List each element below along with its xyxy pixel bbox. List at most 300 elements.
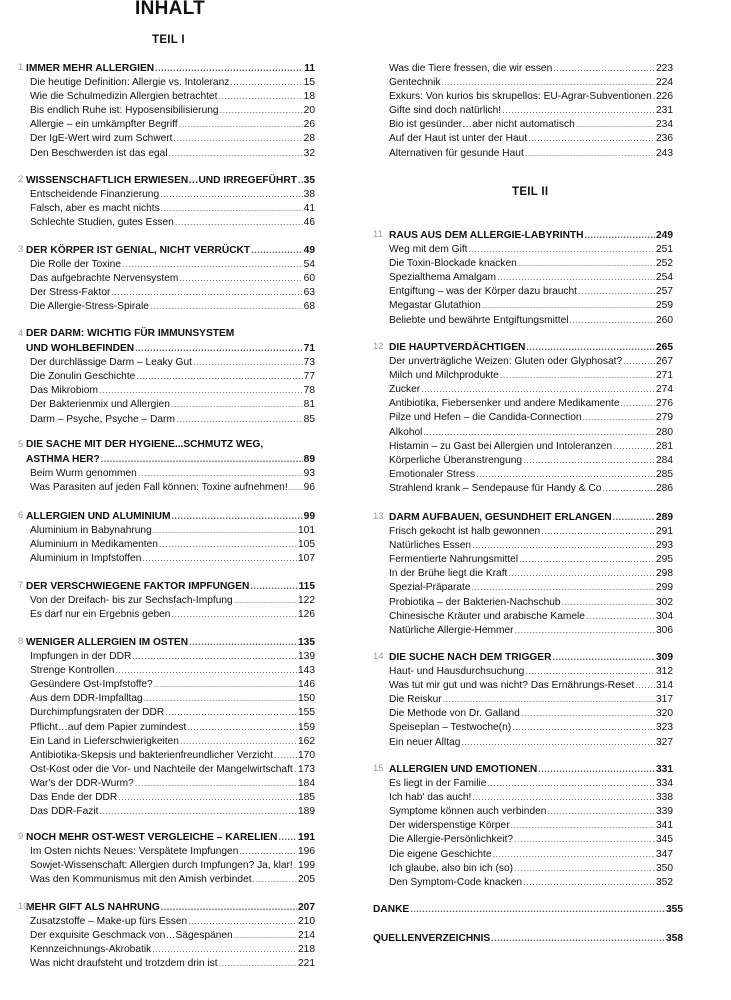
- leader-dots: [138, 466, 303, 480]
- entry-title: Wie die Schulmedizin Allergien betrachtet: [30, 91, 218, 103]
- page-number: 341: [656, 820, 673, 832]
- page-number: 146: [298, 679, 315, 691]
- page-number: 218: [298, 944, 315, 956]
- toc-entry[interactable]: [18, 804, 315, 818]
- toc-entry[interactable]: [18, 705, 315, 719]
- page-number: 150: [298, 693, 315, 705]
- toc-entry[interactable]: [18, 593, 315, 607]
- entry-title: QUELLENVERZEICHNIS: [373, 933, 491, 944]
- entry-title: Das Mikrobiom: [30, 385, 98, 397]
- toc-entry[interactable]: [18, 649, 315, 663]
- entry-title: Gentechnik: [389, 77, 441, 89]
- toc-entry[interactable]: [373, 538, 673, 552]
- page-number: 60: [303, 273, 315, 285]
- page-number: 18: [303, 91, 315, 103]
- chapter-heading[interactable]: [18, 579, 315, 593]
- chapter-number: 1: [18, 62, 24, 73]
- toc-entry[interactable]: [18, 201, 315, 215]
- leader-dots: [623, 354, 655, 368]
- entry-title: Allergie – ein umkämpfter Begriff: [30, 119, 178, 131]
- page-number: 173: [298, 763, 315, 775]
- toc-entry[interactable]: [373, 89, 673, 103]
- toc-entry[interactable]: [18, 355, 315, 369]
- chapter-heading[interactable]: [18, 341, 315, 355]
- toc-entry[interactable]: [18, 187, 315, 201]
- toc-entry[interactable]: [18, 285, 315, 299]
- leader-dots: [274, 748, 297, 762]
- leader-dots: [161, 900, 297, 914]
- toc-entry[interactable]: [373, 396, 673, 410]
- page-number: 331: [656, 764, 673, 775]
- toc-entry[interactable]: [373, 131, 673, 145]
- leader-dots: [193, 355, 303, 369]
- leader-dots: [514, 832, 655, 846]
- toc-entry[interactable]: [373, 270, 673, 284]
- chapter-heading[interactable]: [373, 340, 673, 354]
- toc-entry[interactable]: [373, 678, 673, 692]
- entry-title: Was Parasiten auf jeden Fall können: Toxine aufnehmen!: [30, 482, 288, 494]
- entry-title: Die Allergie-Stress-Spirale: [30, 301, 149, 313]
- toc-entry[interactable]: [18, 271, 315, 285]
- toc-entry[interactable]: [373, 284, 673, 298]
- entry-title: Speiseplan – Testwoche(n): [389, 722, 512, 734]
- chapter-block: [373, 762, 673, 889]
- chapter-block: [18, 635, 315, 818]
- page-number: 265: [656, 342, 673, 353]
- toc-entry[interactable]: [18, 537, 315, 551]
- toc-entry[interactable]: [373, 706, 673, 720]
- page-title: INHALT: [135, 0, 206, 19]
- page-number: 54: [303, 259, 315, 271]
- chapter-heading[interactable]: [18, 243, 315, 257]
- entry-title: Was die Tiere fressen, die wir essen: [389, 63, 553, 74]
- page-number: 105: [298, 539, 315, 551]
- toc-entry[interactable]: [373, 382, 673, 396]
- page-number: 63: [303, 287, 315, 299]
- leader-dots: [218, 89, 302, 103]
- toc-entry[interactable]: [373, 313, 673, 327]
- chapter-number: 15: [373, 763, 384, 774]
- toc-entry[interactable]: [18, 914, 315, 928]
- leader-dots: [562, 595, 655, 609]
- toc-entry[interactable]: [373, 720, 673, 734]
- leader-dots: [518, 256, 655, 270]
- chapter-number: 3: [18, 244, 24, 255]
- entry-title: War's der DDR-Wurm?: [30, 777, 134, 789]
- leader-dots: [620, 396, 655, 410]
- chapter-heading[interactable]: [18, 830, 315, 844]
- page-number: 35: [303, 175, 315, 186]
- page-number: 334: [656, 778, 673, 790]
- leader-dots: [508, 566, 655, 580]
- toc-entry[interactable]: [373, 425, 673, 439]
- entry-title: Die Toxin-Blockade knacken: [389, 258, 517, 270]
- page-number: 339: [656, 806, 673, 818]
- toc-entry[interactable]: [18, 480, 315, 494]
- chapter-continuation: [373, 61, 673, 160]
- leader-dots: [461, 735, 655, 749]
- toc-entry[interactable]: [18, 734, 315, 748]
- entry-title: Der unverträgliche Weizen: Gluten oder Glyphosat?: [389, 356, 623, 368]
- chapter-block: [18, 579, 315, 621]
- leader-dots: [410, 902, 665, 916]
- entry-title: In der Brühe liegt die Kraft: [389, 568, 508, 580]
- page-number: 304: [656, 610, 673, 622]
- entry-title: Bis endlich Ruhe ist: Hyposensibilisierung: [30, 105, 219, 117]
- toc-entry[interactable]: [373, 481, 673, 495]
- page-number: 170: [298, 749, 315, 761]
- leader-dots: [443, 692, 655, 706]
- chapter-block: [18, 173, 315, 229]
- leader-dots: [189, 635, 297, 649]
- toc-entry[interactable]: [18, 215, 315, 229]
- leader-dots: [493, 847, 655, 861]
- toc-entry[interactable]: [373, 103, 673, 117]
- entry-title: Alkohol: [389, 426, 423, 438]
- page-number: 259: [656, 300, 673, 312]
- page-number: 191: [298, 832, 315, 843]
- page-number: 126: [298, 609, 315, 621]
- toc-entry[interactable]: [18, 117, 315, 131]
- toc-entry[interactable]: [373, 776, 673, 790]
- page-number: 89: [303, 454, 315, 466]
- toc-entry[interactable]: [373, 623, 673, 637]
- entry-title: WENIGER ALLERGIEN IM OSTEN: [26, 637, 189, 648]
- page-number: 236: [656, 133, 673, 145]
- page-number: 251: [656, 244, 673, 256]
- leader-dots: [482, 298, 655, 312]
- toc-entry[interactable]: [18, 412, 315, 426]
- leader-dots: [142, 551, 297, 565]
- toc-entry[interactable]: [18, 89, 315, 103]
- entry-title: IMMER MEHR ALLERGIEN: [26, 63, 155, 74]
- toc-entry[interactable]: [18, 748, 315, 762]
- chapter-heading[interactable]: [18, 900, 315, 914]
- entry-title: Beliebte und bewährte Entgiftungsmittel: [389, 314, 569, 326]
- chapter-block: [18, 438, 315, 494]
- leader-dots: [230, 75, 302, 89]
- toc-entry[interactable]: [373, 664, 673, 678]
- chapter-heading[interactable]: [18, 327, 315, 341]
- entry-title: Der durchlässige Darm – Leaky Gut: [30, 357, 192, 369]
- leader-dots: [523, 453, 655, 467]
- chapter-number: 6: [18, 510, 24, 521]
- leader-dots: [187, 720, 297, 734]
- toc-entry[interactable]: [18, 762, 315, 776]
- toc-entry[interactable]: [373, 256, 673, 270]
- entry-title: Bio ist gesünder…aber nicht automatisch: [389, 119, 575, 131]
- toc-entry[interactable]: [18, 776, 315, 790]
- page-number: 298: [656, 568, 673, 580]
- toc-entry[interactable]: [18, 257, 315, 271]
- entry-title: Sowjet-Wissenschaft: Allergien durch Impfungen? Ja, klar!: [30, 860, 293, 872]
- toc-entry[interactable]: [18, 844, 315, 858]
- page-number: 358: [666, 933, 683, 944]
- chapter-heading[interactable]: [18, 635, 315, 649]
- entry-title: Beim Wurm genommen: [30, 468, 137, 480]
- page-number: 355: [666, 904, 683, 915]
- leader-dots: [294, 858, 297, 872]
- toc-entry[interactable]: [373, 847, 673, 861]
- entry-title: Gesündere Ost-Impfstoffe?: [30, 679, 153, 691]
- toc-entry[interactable]: [373, 566, 673, 580]
- leader-dots: [541, 524, 655, 538]
- entry-title: Das Ende der DDR: [30, 792, 118, 804]
- page-number: 286: [656, 482, 673, 494]
- leader-dots: [122, 257, 303, 271]
- leader-dots: [118, 790, 297, 804]
- entry-title: Milch und Milchprodukte: [389, 370, 499, 382]
- leader-dots: [171, 397, 303, 411]
- leader-dots: [547, 804, 655, 818]
- leader-dots: [576, 117, 655, 131]
- entry-title: MEHR GIFT ALS NAHRUNG: [26, 902, 160, 913]
- page-number: 309: [656, 652, 673, 663]
- entry-title: Falsch, aber es macht nichts: [30, 203, 160, 215]
- entry-title: Die Methode von Dr. Galland: [389, 708, 520, 720]
- entry-title: Impfungen in der DDR: [30, 651, 132, 663]
- page-number: 32: [303, 147, 315, 159]
- page-number: 77: [303, 371, 315, 383]
- toc-entry[interactable]: [373, 580, 673, 594]
- leader-dots: [528, 131, 655, 145]
- toc-entry[interactable]: [373, 439, 673, 453]
- entry-title: Strahlend krank – Sendepause für Handy & Co: [389, 482, 602, 494]
- toc-entry[interactable]: [373, 117, 673, 131]
- page-number: 143: [298, 665, 315, 677]
- leader-dots: [150, 299, 303, 313]
- toc-entry[interactable]: [373, 609, 673, 623]
- page-number: 350: [656, 862, 673, 874]
- page-number: 280: [656, 426, 673, 438]
- toc-entry[interactable]: [18, 466, 315, 480]
- toc-entry[interactable]: [18, 691, 315, 705]
- page-number: 38: [303, 189, 315, 201]
- toc-entry[interactable]: [18, 383, 315, 397]
- leader-dots: [136, 369, 302, 383]
- toc-entry[interactable]: [373, 242, 673, 256]
- chapter-heading[interactable]: [18, 438, 315, 452]
- leader-dots: [525, 146, 655, 160]
- leader-dots: [220, 103, 303, 117]
- chapter-heading[interactable]: [18, 452, 315, 466]
- entry-title: Pilze und Hefen – die Candida-Connection: [389, 412, 582, 424]
- toc-entry[interactable]: [18, 131, 315, 145]
- entry-title: DARM AUFBAUEN, GESUNDHEIT ERLANGEN: [389, 512, 612, 523]
- chapter-heading[interactable]: [18, 61, 315, 75]
- entry-title: Frisch gekocht ist halb gewonnen: [389, 526, 541, 538]
- chapter-number: 14: [373, 651, 384, 662]
- page-number: 46: [303, 217, 315, 229]
- toc-entry[interactable]: [373, 467, 673, 481]
- toc-entry[interactable]: [18, 677, 315, 691]
- leader-dots: [100, 804, 298, 818]
- leader-dots: [161, 201, 303, 215]
- toc-entry[interactable]: [373, 410, 673, 424]
- leader-dots: [500, 368, 655, 382]
- toc-entry[interactable]: [18, 928, 315, 942]
- entry-title: Aluminium in Babynahrung: [30, 525, 152, 537]
- toc-entry[interactable]: [18, 942, 315, 956]
- toc-entry[interactable]: [18, 720, 315, 734]
- page-number: 293: [656, 540, 673, 552]
- leader-dots: [552, 650, 655, 664]
- page-number: 210: [298, 916, 315, 928]
- entry-title: Der exquisite Geschmack von…Sägespänen: [30, 930, 233, 942]
- leader-dots: [491, 931, 665, 945]
- toc-entry[interactable]: [373, 368, 673, 382]
- toc-entry[interactable]: [373, 875, 673, 889]
- toc-entry[interactable]: [18, 369, 315, 383]
- leader-dots: [239, 844, 297, 858]
- toc-entry[interactable]: [373, 804, 673, 818]
- entry-title: ASTHMA HER?: [26, 454, 100, 466]
- page-number: 289: [656, 512, 673, 523]
- page-number: 115: [298, 581, 315, 592]
- toc-entry[interactable]: [18, 75, 315, 89]
- page-number: 231: [656, 105, 673, 117]
- entry-title: Chinesische Kräuter und arabische Kamele: [389, 610, 585, 622]
- leader-dots: [514, 861, 655, 875]
- entry-title: Haut- und Hausdurchsuchung: [389, 666, 525, 678]
- toc-entry[interactable]: [18, 523, 315, 537]
- toc-entry[interactable]: [18, 146, 315, 160]
- back-matter-block: [373, 902, 683, 916]
- chapter-heading[interactable]: [373, 650, 673, 664]
- leader-dots: [538, 762, 655, 776]
- toc-entry[interactable]: [373, 453, 673, 467]
- entry-title: Ich glaube, also bin ich (so): [389, 862, 514, 874]
- leader-dots: [613, 439, 655, 453]
- page-number: 345: [656, 834, 673, 846]
- toc-entry[interactable]: [373, 595, 673, 609]
- entry-title: Die Rolle der Toxine: [30, 259, 121, 271]
- leader-dots: [135, 776, 297, 790]
- leader-dots: [179, 117, 303, 131]
- toc-entry[interactable]: [373, 861, 673, 875]
- entry-title: Die heutige Definition: Allergie vs. Intoleranz: [30, 77, 230, 89]
- entry-title: Im Osten nichts Neues: Verspätete Impfungen: [30, 846, 239, 858]
- entry-title: NOCH MEHR OST-WEST VERGLEICHE – KARELIEN: [26, 832, 278, 843]
- entry-title: Die eigene Geschichte: [389, 848, 492, 860]
- toc-entry[interactable]: [373, 298, 673, 312]
- toc-entry[interactable]: [373, 75, 673, 89]
- entry-title: DER DARM: WICHTIG FÜR IMMUNSYSTEM: [26, 328, 235, 339]
- chapter-heading[interactable]: [373, 228, 673, 242]
- leader-dots: [172, 509, 303, 523]
- chapter-number: 10: [18, 901, 29, 912]
- entry-title: DER VERSCHWIEGENE FAKTOR IMPFUNGEN: [26, 581, 250, 592]
- chapter-heading[interactable]: [18, 173, 315, 187]
- toc-entry[interactable]: [18, 397, 315, 411]
- toc-entry[interactable]: [373, 552, 673, 566]
- toc-entry[interactable]: [18, 858, 315, 872]
- leader-dots: [553, 61, 655, 75]
- leader-dots: [171, 607, 297, 621]
- chapter-number: 7: [18, 580, 24, 591]
- page-number: 276: [656, 398, 673, 410]
- page-number: 185: [298, 792, 315, 804]
- page-number: 221: [298, 958, 315, 970]
- toc-entry[interactable]: [373, 354, 673, 368]
- part-label: TEIL I: [152, 34, 185, 46]
- leader-dots: [442, 75, 655, 89]
- chapter-block: [373, 228, 673, 327]
- page-number: 224: [656, 77, 673, 89]
- leader-dots: [219, 956, 297, 970]
- chapter-number: 11: [373, 229, 383, 240]
- toc-entry[interactable]: [373, 146, 673, 160]
- entry-title: Entgiftung – was der Körper dazu braucht: [389, 286, 578, 298]
- leader-dots: [476, 467, 655, 481]
- entry-title: ALLERGIEN UND EMOTIONEN: [389, 764, 538, 775]
- leader-dots: [298, 173, 303, 187]
- page-number: 291: [656, 526, 673, 538]
- back-matter-entry[interactable]: [373, 931, 683, 945]
- toc-entry[interactable]: [373, 818, 673, 832]
- leader-dots: [583, 410, 655, 424]
- toc-entry[interactable]: [373, 790, 673, 804]
- toc-entry[interactable]: [18, 872, 315, 886]
- entry-title: Aluminium in Impfstoffen: [30, 553, 142, 565]
- leader-dots: [153, 523, 297, 537]
- toc-entry[interactable]: [18, 103, 315, 117]
- toc-entry[interactable]: [18, 956, 315, 970]
- toc-entry[interactable]: [373, 832, 673, 846]
- entry-title: Was den Kommunismus mit den Amish verbindet: [30, 874, 252, 886]
- leader-dots: [586, 609, 655, 623]
- page-number: 243: [656, 147, 673, 159]
- toc-entry[interactable]: [373, 735, 673, 749]
- leader-dots: [526, 340, 655, 354]
- entry-title: Weg mit dem Gift: [389, 244, 468, 256]
- leader-dots: [613, 510, 655, 524]
- toc-entry[interactable]: [373, 692, 673, 706]
- toc-entry[interactable]: [18, 607, 315, 621]
- chapter-heading[interactable]: [373, 510, 673, 524]
- leader-dots: [294, 762, 297, 776]
- entry-title: Der Stress-Faktor: [30, 287, 111, 299]
- page-number: 11: [304, 63, 315, 74]
- leader-dots: [175, 215, 303, 229]
- page-number: 223: [656, 63, 673, 74]
- toc-entry[interactable]: [18, 299, 315, 313]
- chapter-block: [18, 509, 315, 565]
- entry-title: Durchimpfungsraten der DDR: [30, 707, 165, 719]
- page-number: 159: [298, 721, 315, 733]
- toc-entry[interactable]: [373, 524, 673, 538]
- toc-entry[interactable]: [18, 663, 315, 677]
- page-number: 347: [656, 848, 673, 860]
- back-matter-entry[interactable]: [373, 902, 683, 916]
- chapter-number: 4: [18, 328, 24, 339]
- leader-dots: [523, 875, 655, 889]
- entry-title: Histamin – zu Gast bei Allergien und Intoleranzen: [389, 440, 613, 452]
- chapter-block: [18, 61, 315, 160]
- toc-entry[interactable]: [18, 551, 315, 565]
- entry-title: Probiotika – der Bakterien-Nachschub: [389, 596, 561, 608]
- toc-entry[interactable]: [18, 790, 315, 804]
- entry-title: Von der Dreifach- bis zur Sechsfach-Impfung: [30, 595, 233, 607]
- toc-entry[interactable]: [373, 61, 673, 75]
- entry-title: Es liegt in der Familie: [389, 778, 487, 790]
- chapter-heading[interactable]: [18, 509, 315, 523]
- entry-title: Was tut mir gut und was nicht? Das Ernährungs-Reset: [389, 680, 635, 692]
- chapter-heading[interactable]: [373, 762, 673, 776]
- entry-title: Exkurs: Von kurios bis skrupellos: EU-Agrar-Subventionen: [389, 91, 652, 103]
- page-number: 207: [298, 902, 315, 913]
- page-number: 81: [303, 399, 315, 411]
